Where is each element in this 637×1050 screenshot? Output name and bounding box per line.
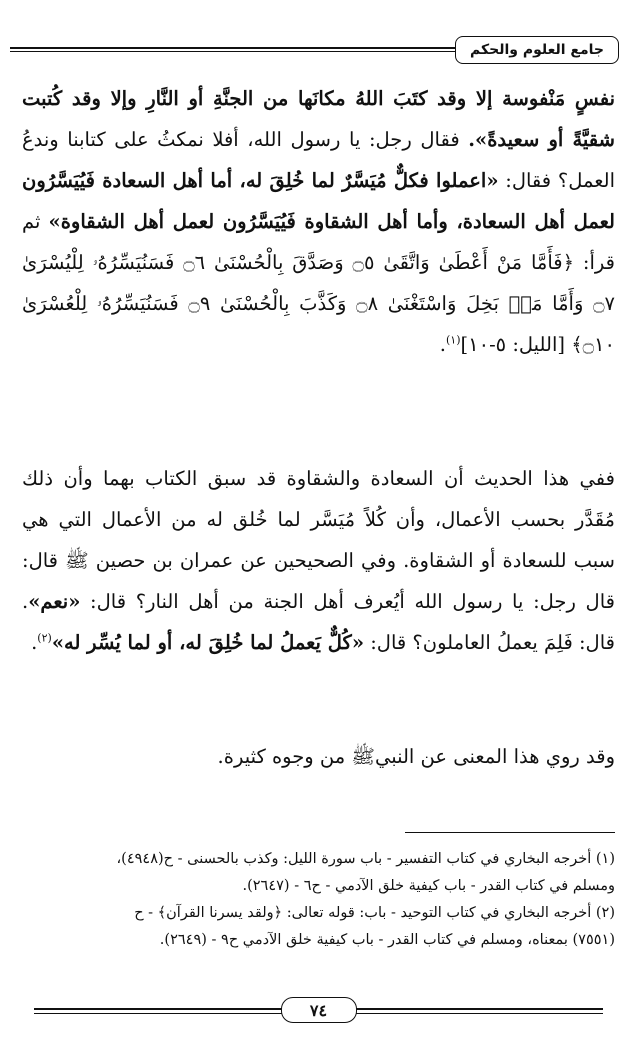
quran-citation: [الليل: ٥-١٠]	[460, 333, 572, 356]
hadith-quote-opening: نفسٍ مَنْفوسة إلا وقد كتَبَ اللهُ مكانَها من الجنَّةِ أو النَّارِ وإلا وقد كُتبت شقيَّةً أو سعيدةً».	[22, 87, 616, 151]
footnote-1-line-2: ومسلم في كتاب القدر - باب كيفية خلق الآدمي - ح٦ - (٢٦٤٧).	[242, 878, 615, 894]
hadith-quote-answer: «كُلٌّ يَعملُ لما خُلِقَ له، أو لما يُسِّر له»	[51, 631, 365, 654]
footnotes	[22, 846, 615, 954]
hadith-quote-yes: «نعم»	[28, 590, 81, 613]
hadith-quote-reply: «اعملوا فكلٌّ مُيَسَّرٌ لما خُلِقَ له، أما أهل السعادة فَيُيَسَّرُون لعمل أهل السعادة، وأما أهل الشقاوة فَيُيَسَّرُون لعمل أهل الشقاوة»	[22, 169, 615, 233]
commentary-text: ففي هذا الحديث أن السعادة والشقاوة قد سبق الكتاب بهما وأن ذلك مُقَدَّر بحسب الأعمال، وأن كُلاً مُيَسَّر لما خُلق له من الأعمال التي هي سبب للسعادة أو الشقاوة. وفي الصحيحين عن عمران بن حصين ﷺ قال: قال رجل: يا رسول الله أيُعرف أهل الجنة من أهل النار؟ قال:	[22, 467, 615, 613]
sentence-end: .	[31, 631, 38, 654]
paragraph-closing	[22, 736, 615, 777]
quran-verses: ﴿فَأَمَّا مَنْ أَعْطَىٰ وَاتَّقَىٰ ۝٥ وَصَدَّقَ بِالْحُسْنَىٰ ۝٦ فَسَنُيَسِّرُهُۥ لِلْيُسْرَىٰ ۝٧ وَأَمَّا مَنۢ بَخِلَ وَاسْتَغْنَىٰ ۝٨ وَكَذَّبَ بِالْحُسْنَىٰ ۝٩ فَسَنُيَسِّرُهُۥ لِلْعُسْرَىٰ ۝١٠﴾	[22, 251, 616, 356]
running-header	[10, 36, 619, 64]
narration-transition: ثم قرأ:	[22, 210, 615, 274]
paragraph-hadith	[22, 78, 615, 365]
footnote-1-line-1: (١) أخرجه البخاري في كتاب التفسير - باب سورة الليل: وكذب بالحسنى - ح(٤٩٤٨)،	[116, 851, 615, 867]
paragraph-2-text	[22, 458, 615, 663]
commentary-question: . قال: فَلِمَ يعملُ العاملون؟ قال:	[22, 590, 615, 654]
paragraph-1-text	[22, 78, 615, 365]
footnote-2-line-2: (٧٥٥١) بمعناه، ومسلم في كتاب القدر - باب كيفية خلق الآدمي ح٩ - (٢٦٤٩).	[159, 932, 615, 948]
page-number: ٧٤	[281, 997, 357, 1023]
footnote-2-line-1: (٢) أخرجه البخاري في كتاب التوحيد - باب: قوله تعالى: ﴿ولقد يسرنا القرآن﴾ - ح	[134, 905, 615, 921]
footnote-separator	[405, 832, 615, 833]
running-title: جامع العلوم والحكم	[455, 36, 619, 64]
paragraph-3-text: وقد روي هذا المعنى عن النبيﷺ من وجوه كثيرة.	[217, 745, 615, 768]
footnote-ref-2[interactable]: (٢)	[37, 631, 52, 645]
paragraph-commentary	[22, 458, 615, 663]
footnote-ref-1[interactable]: (١)	[445, 333, 461, 347]
narration-text: فقال رجل: يا رسول الله، أفلا نمكثُ على كتابنا وندعُ العمل؟ فقال:	[22, 128, 616, 192]
sentence-end: .	[439, 333, 446, 356]
